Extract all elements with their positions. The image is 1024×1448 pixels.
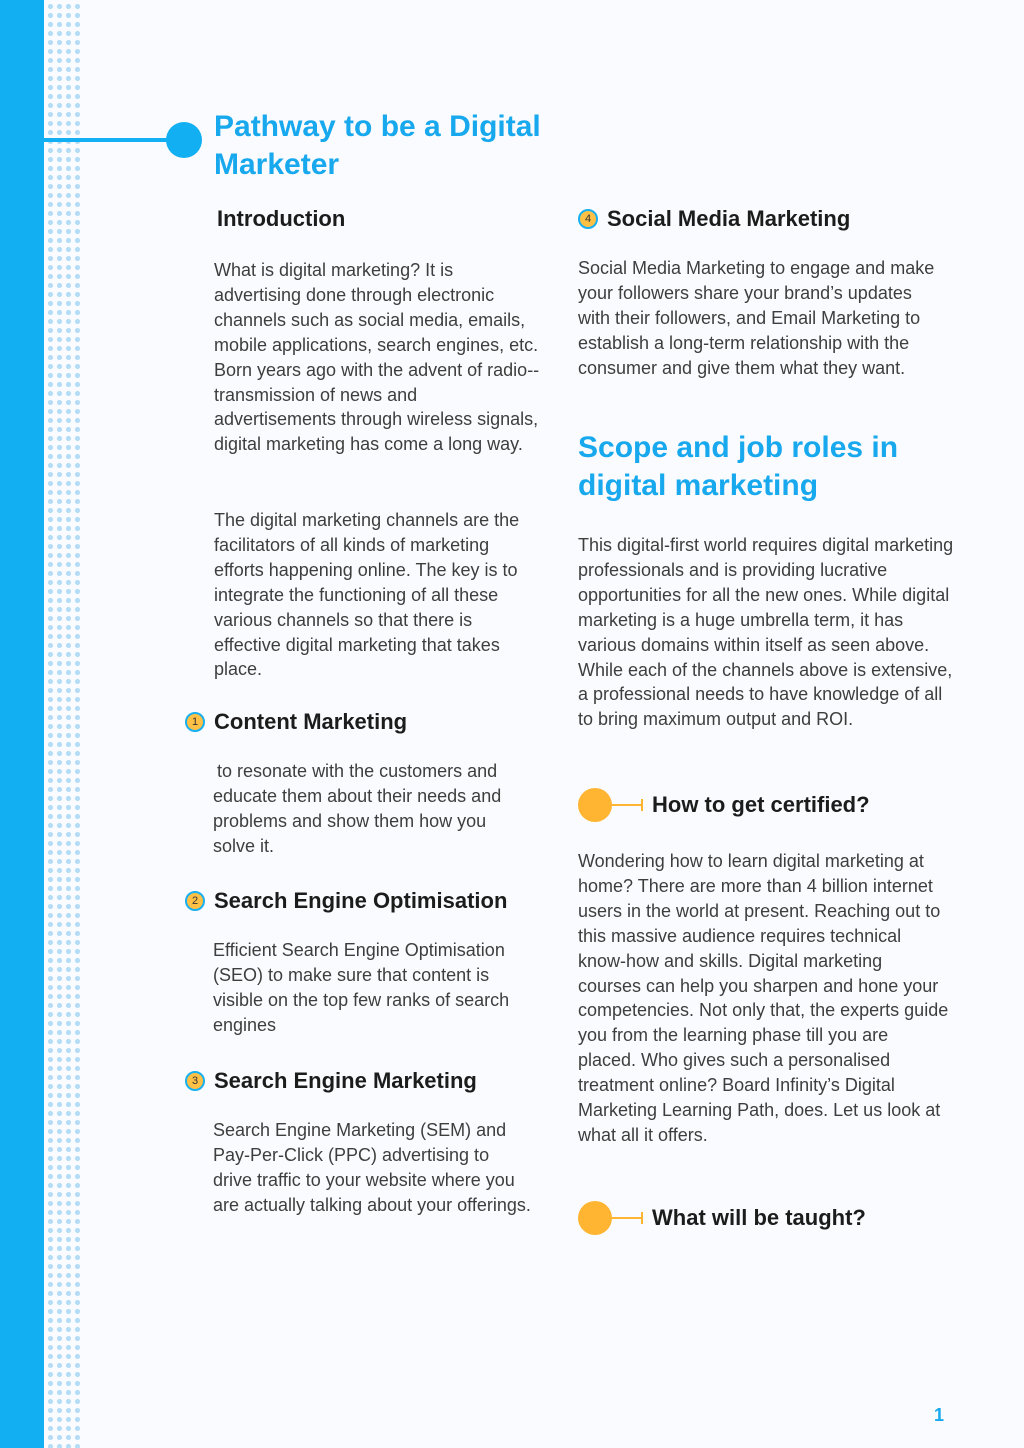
certified-marker — [578, 788, 644, 822]
title-connector-dot — [166, 122, 202, 158]
social-media-text: Social Media Marketing to engage and make your followers share your brand’s updates with their followers, and Email Marketing to establish a long-term relationship with the consumer and give them what they want. — [578, 258, 935, 378]
number-badge-4: 4 — [578, 209, 598, 229]
content-marketing-text: to resonate with the customers and educate them about their needs and problems and show them how you solve it. — [213, 761, 502, 856]
seo-text: Efficient Search Engine Optimisation (SEO) to make sure that content is visible on the top few ranks of search engines — [213, 940, 510, 1035]
scope-text: This digital-first world requires digital marketing professionals and is providing lucrative opportunities for all the new ones. While digital marketing is a huge umbrella term, it has various domains within itself as seen above. While each of the channels above is extensive, a professional needs to have knowledge of all to bring maximum output and ROI. — [578, 535, 954, 730]
page-number: 1 — [934, 1405, 945, 1425]
page-title: Pathway to be a Digital Marketer — [214, 110, 541, 181]
sem-text: Search Engine Marketing (SEM) and Pay-Per-Click (PPC) advertising to drive traffic to your website where you are actually talking about your offerings. — [213, 1120, 531, 1215]
introduction-paragraph-1: What is digital marketing? It is advertising done through electronic channels such as social media, emails, mobile applications, search engines, etc. Born years ago with the advent of radio--transmission of news and advertisements through wireless signals, digital marketing has come a long way. — [214, 260, 540, 455]
social-media-heading: Social Media Marketing — [607, 206, 851, 231]
sidebar-band — [0, 0, 44, 1448]
seo-heading: Search Engine Optimisation — [214, 888, 508, 913]
introduction-heading: Introduction — [217, 206, 346, 231]
number-badge-2: 2 — [185, 891, 205, 911]
taught-heading: What will be taught? — [652, 1205, 866, 1230]
introduction-paragraph-2: The digital marketing channels are the facilitators of all kinds of marketing efforts happening online. The key is to integrate the functioning of all these various channels so that there is effective digital marketing that takes place. — [214, 510, 520, 680]
certified-text: Wondering how to learn digital marketing at home? There are more than 4 billion internet users in the world at present. Reaching out to this massive audience requires technical know-how and skills. Digital marketing courses can help you sharpen and hone your competencies. Not only that, the experts guide you from the learning phase till you are placed. Who gives such a personalised treatment online? Board Infinity’s Digital Marketing Learning Path, does. Let us look at what all it offers. — [578, 851, 949, 1145]
number-badge-3: 3 — [185, 1071, 205, 1091]
sem-heading: Search Engine Marketing — [214, 1068, 477, 1093]
taught-marker — [578, 1201, 644, 1235]
dot-pattern — [44, 0, 80, 1448]
number-badge-1: 1 — [185, 712, 205, 732]
content-marketing-heading: Content Marketing — [214, 709, 408, 734]
scope-title: Scope and job roles in digital marketing — [578, 431, 899, 502]
certified-heading: How to get certified? — [652, 792, 870, 817]
title-connector-line — [44, 138, 184, 142]
